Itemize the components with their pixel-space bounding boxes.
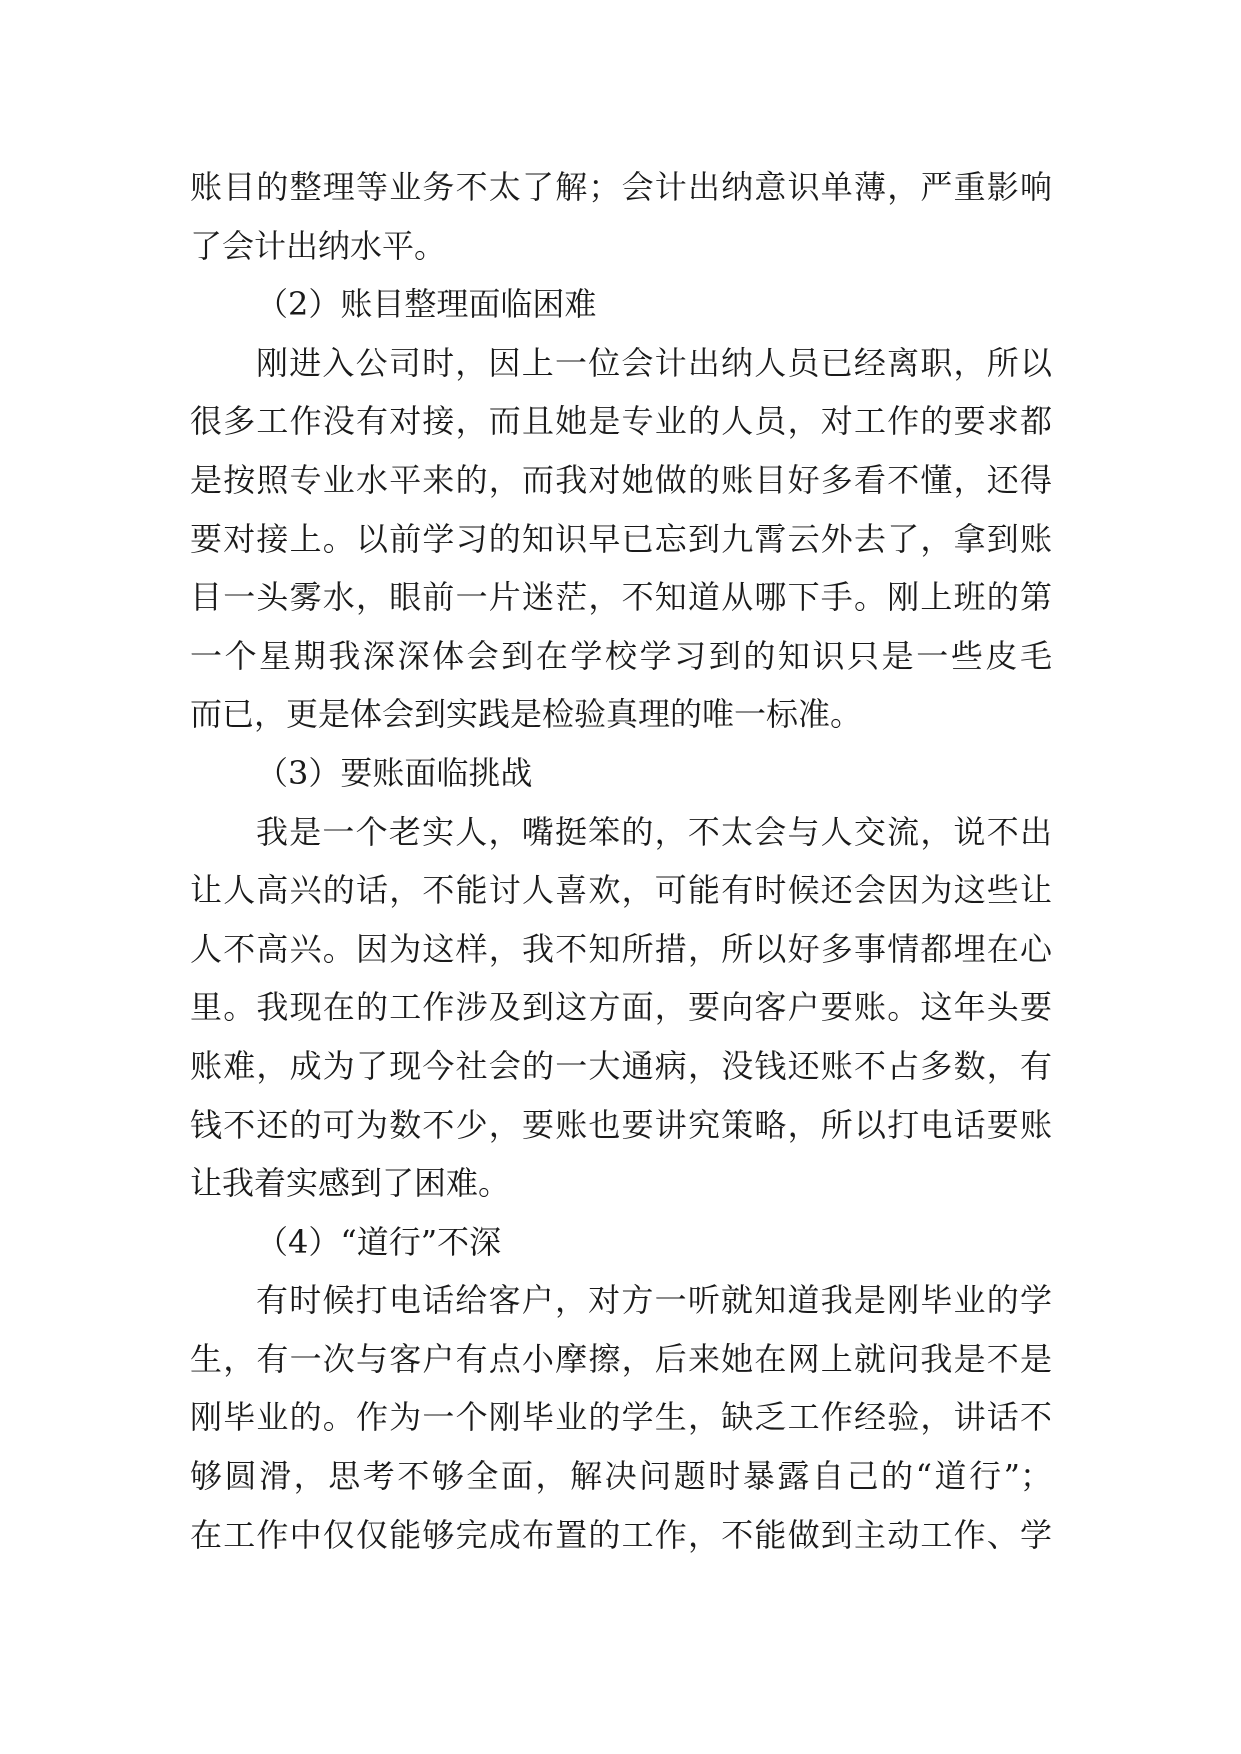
text-line: 要对接上。以前学习的知识早已忘到九霄云外去了，拿到账	[190, 519, 1052, 558]
text-line: 有时候打电话给客户，对方一听就知道我是刚毕业的学	[256, 1281, 1052, 1320]
text-line: 里。我现在的工作涉及到这方面，要向客户要账。这年头要	[190, 988, 1052, 1027]
text-line: 了会计出纳水平。	[190, 226, 447, 265]
section-heading: （4）“道行”不深	[256, 1222, 502, 1261]
text-line: 刚毕业的。作为一个刚毕业的学生，缺乏工作经验，讲话不	[190, 1398, 1052, 1437]
text-line: 让人高兴的话，不能讨人喜欢，可能有时候还会因为这些让	[190, 871, 1052, 910]
text-line: 目一头雾水，眼前一片迷茫，不知道从哪下手。刚上班的第	[190, 578, 1052, 617]
text-line: 而已，更是体会到实践是检验真理的唯一标准。	[190, 695, 863, 734]
text-line: 很多工作没有对接，而且她是专业的人员，对工作的要求都	[190, 402, 1052, 441]
text-line: 够圆滑，思考不够全面，解决问题时暴露自己的“道行”；	[190, 1457, 1052, 1496]
text-line: 钱不还的可为数不少，要账也要讲究策略，所以打电话要账	[190, 1105, 1052, 1144]
text-line: 生，有一次与客户有点小摩擦，后来她在网上就问我是不是	[190, 1339, 1052, 1378]
section-heading: （3）要账面临挑战	[256, 753, 533, 792]
text-line: 账目的整理等业务不太了解；会计出纳意识单薄，严重影响	[190, 168, 1052, 206]
text-line: 一个星期我深深体会到在学校学习到的知识只是一些皮毛	[190, 636, 1052, 675]
text-line: 账难，成为了现今社会的一大通病，没钱还账不占多数，有	[190, 1046, 1052, 1085]
text-line: 在工作中仅仅能够完成布置的工作，不能做到主动工作、学	[190, 1515, 1052, 1554]
text-line: 人不高兴。因为这样，我不知所措，所以好多事情都埋在心	[190, 929, 1052, 968]
document-body	[190, 158, 1052, 1564]
text-line: 是按照专业水平来的，而我对她做的账目好多看不懂，还得	[190, 460, 1052, 499]
text-line: 让我着实感到了困难。	[190, 1164, 511, 1203]
text-line: 刚进入公司时，因上一位会计出纳人员已经离职，所以	[256, 343, 1052, 382]
text-line: 我是一个老实人，嘴挺笨的，不太会与人交流，说不出	[256, 812, 1052, 851]
section-heading: （2）账目整理面临困难	[256, 285, 597, 324]
